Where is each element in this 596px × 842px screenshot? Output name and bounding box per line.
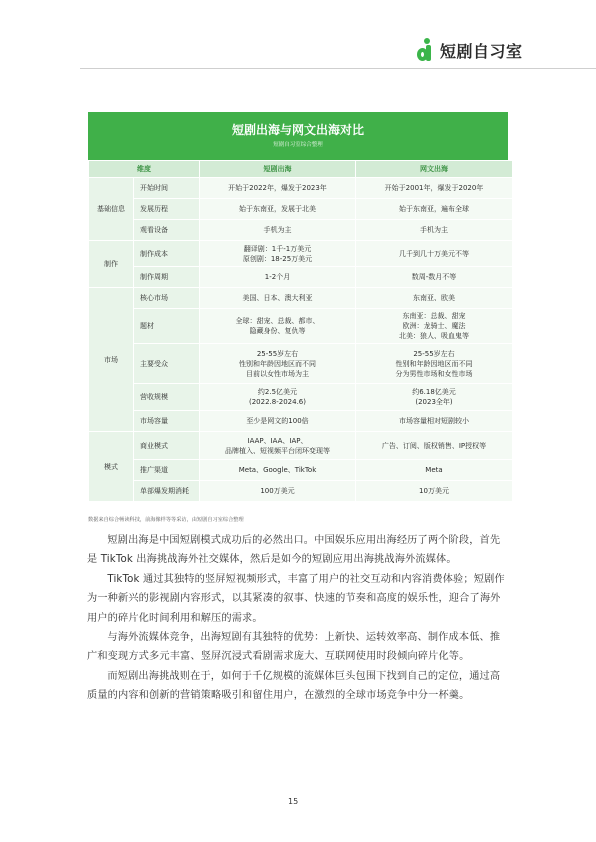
- web-novel-cell: 25-55岁左右 性别和年龄因地区而不同 分为男性市场和女性市场: [356, 344, 512, 383]
- web-novel-cell: 约6.18亿美元 (2023全年): [356, 384, 512, 410]
- short-drama-cell: 手机为主: [200, 220, 355, 240]
- web-novel-cell: 几千到几十万美元不等: [356, 241, 512, 266]
- short-drama-cell: 全球：甜宠、总裁、都市、 隐藏身份、复仇等: [200, 309, 355, 343]
- short-drama-cell: 25-55岁左右 性别和年龄因地区而不同 目前以女性市场为主: [200, 344, 355, 383]
- dimension-cell: 主要受众: [134, 344, 199, 383]
- short-drama-cell: 至少是网文的100倍: [200, 411, 355, 431]
- table-row: [89, 241, 512, 266]
- table-row: [89, 411, 512, 431]
- table-header-banner: [88, 112, 508, 160]
- web-novel-cell: 东南亚：总裁、甜宠 欧洲：龙骑士、魔法 北美：狼人、吸血鬼等: [356, 309, 512, 343]
- dimension-cell: 制作成本: [134, 241, 199, 266]
- table-row: [89, 178, 512, 198]
- dimension-cell: 制作周期: [134, 267, 199, 287]
- table-row: [89, 267, 512, 287]
- column-header-dimension: 维度: [89, 161, 199, 177]
- web-novel-cell: 广告、订阅、版权销售、IP授权等: [356, 432, 512, 459]
- table-row: [89, 344, 512, 383]
- category-cell: 市场: [89, 288, 133, 431]
- dimension-cell: 核心市场: [134, 288, 199, 308]
- dimension-cell: 推广渠道: [134, 460, 199, 480]
- short-drama-cell: 开始于2022年，爆发于2023年: [200, 178, 355, 198]
- table-subtitle: 短剧自习室综合整理: [273, 142, 323, 148]
- dimension-cell: 单部爆发期消耗: [134, 481, 199, 501]
- column-header-short-drama: 短剧出海: [200, 161, 355, 177]
- paragraph: TikTok 通过其独特的竖屏短视频形式，丰富了用户的社交互动和内容消费体验；短剧作为一种新兴的影视剧内容形式，以其紧凑的叙事、快速的节奏和高度的娱乐性，迎合了海外用户的碎片化时间利用和解压的需求。: [87, 574, 505, 624]
- table-row: [89, 220, 512, 240]
- column-header-web-novel: 网文出海: [356, 161, 512, 177]
- column-header-row: [89, 161, 512, 177]
- brand-logo-icon: [417, 38, 436, 62]
- web-novel-cell: 开始于2001年，爆发于2020年: [356, 178, 512, 198]
- header-divider: [80, 68, 596, 69]
- category-cell: 模式: [89, 432, 133, 501]
- comparison-table: [88, 112, 508, 525]
- table-row: [89, 288, 512, 308]
- web-novel-cell: 手机为主: [356, 220, 512, 240]
- short-drama-cell: 美国、日本、澳大利亚: [200, 288, 355, 308]
- dimension-cell: 题材: [134, 309, 199, 343]
- short-drama-cell: Meta、Google、TikTok: [200, 460, 355, 480]
- paragraph: 与海外流媒体竞争，出海短剧有其独特的优势：上新快、运转效率高、制作成本低、推广和变现方式多元丰富、竖屏沉浸式看剧需求庞大、互联网使用时段倾向碎片化等。: [87, 632, 501, 663]
- paragraph: 短剧出海是中国短剧模式成功后的必然出口。中国娱乐应用出海经历了两个阶段，首先是 TikTok 出海挑战海外社交媒体，然后是如今的短剧应用出海挑战海外流媒体。: [87, 535, 501, 566]
- dimension-cell: 发展历程: [134, 199, 199, 219]
- table-row: [89, 199, 512, 219]
- comparison-grid: [88, 160, 513, 502]
- table-row: [89, 384, 512, 410]
- web-novel-cell: 东南亚、欧美: [356, 288, 512, 308]
- dimension-cell: 营收规模: [134, 384, 199, 410]
- table-row: [89, 309, 512, 343]
- web-novel-cell: 始于东南亚，遍布全球: [356, 199, 512, 219]
- table-row: [89, 460, 512, 480]
- page-number: 15: [288, 797, 299, 806]
- table-title: 短剧出海与网文出海对比: [231, 123, 364, 137]
- dimension-cell: 商业模式: [134, 432, 199, 459]
- brand-name: 短剧自习室: [440, 41, 523, 61]
- paragraph: 而短剧出海挑战则在于，如何于千亿规模的流媒体巨头包围下找到自己的定位，通过高质量的内容和创新的营销策略吸引和留住用户，在激烈的全球市场竞争中分一杯羹。: [87, 671, 501, 702]
- web-novel-cell: Meta: [356, 460, 512, 480]
- web-novel-cell: 市场容量相对短剧较小: [356, 411, 512, 431]
- table-source-note: 数据来自综合畅读科技，前海像样等等采访，由短剧自习室综合整理: [88, 517, 244, 523]
- short-drama-cell: 1-2个月: [200, 267, 355, 287]
- short-drama-cell: IAAP、IAA、IAP、 品牌植入、短视频平台闭环变现等: [200, 432, 355, 459]
- table-row: [89, 481, 512, 501]
- short-drama-cell: 约2.5亿美元 (2022.8-2024.6): [200, 384, 355, 410]
- dimension-cell: 开始时间: [134, 178, 199, 198]
- short-drama-cell: 翻译剧：1千-1万美元 原创剧：18-25万美元: [200, 241, 355, 266]
- category-cell: 制作: [89, 241, 133, 287]
- table-row: [89, 432, 512, 459]
- web-novel-cell: 数周-数月不等: [356, 267, 512, 287]
- web-novel-cell: 10万美元: [356, 481, 512, 501]
- dimension-cell: 观看设备: [134, 220, 199, 240]
- short-drama-cell: 100万美元: [200, 481, 355, 501]
- short-drama-cell: 始于东南亚，发展于北美: [200, 199, 355, 219]
- category-cell: 基础信息: [89, 178, 133, 240]
- dimension-cell: 市场容量: [134, 411, 199, 431]
- brand-logo: [417, 37, 523, 63]
